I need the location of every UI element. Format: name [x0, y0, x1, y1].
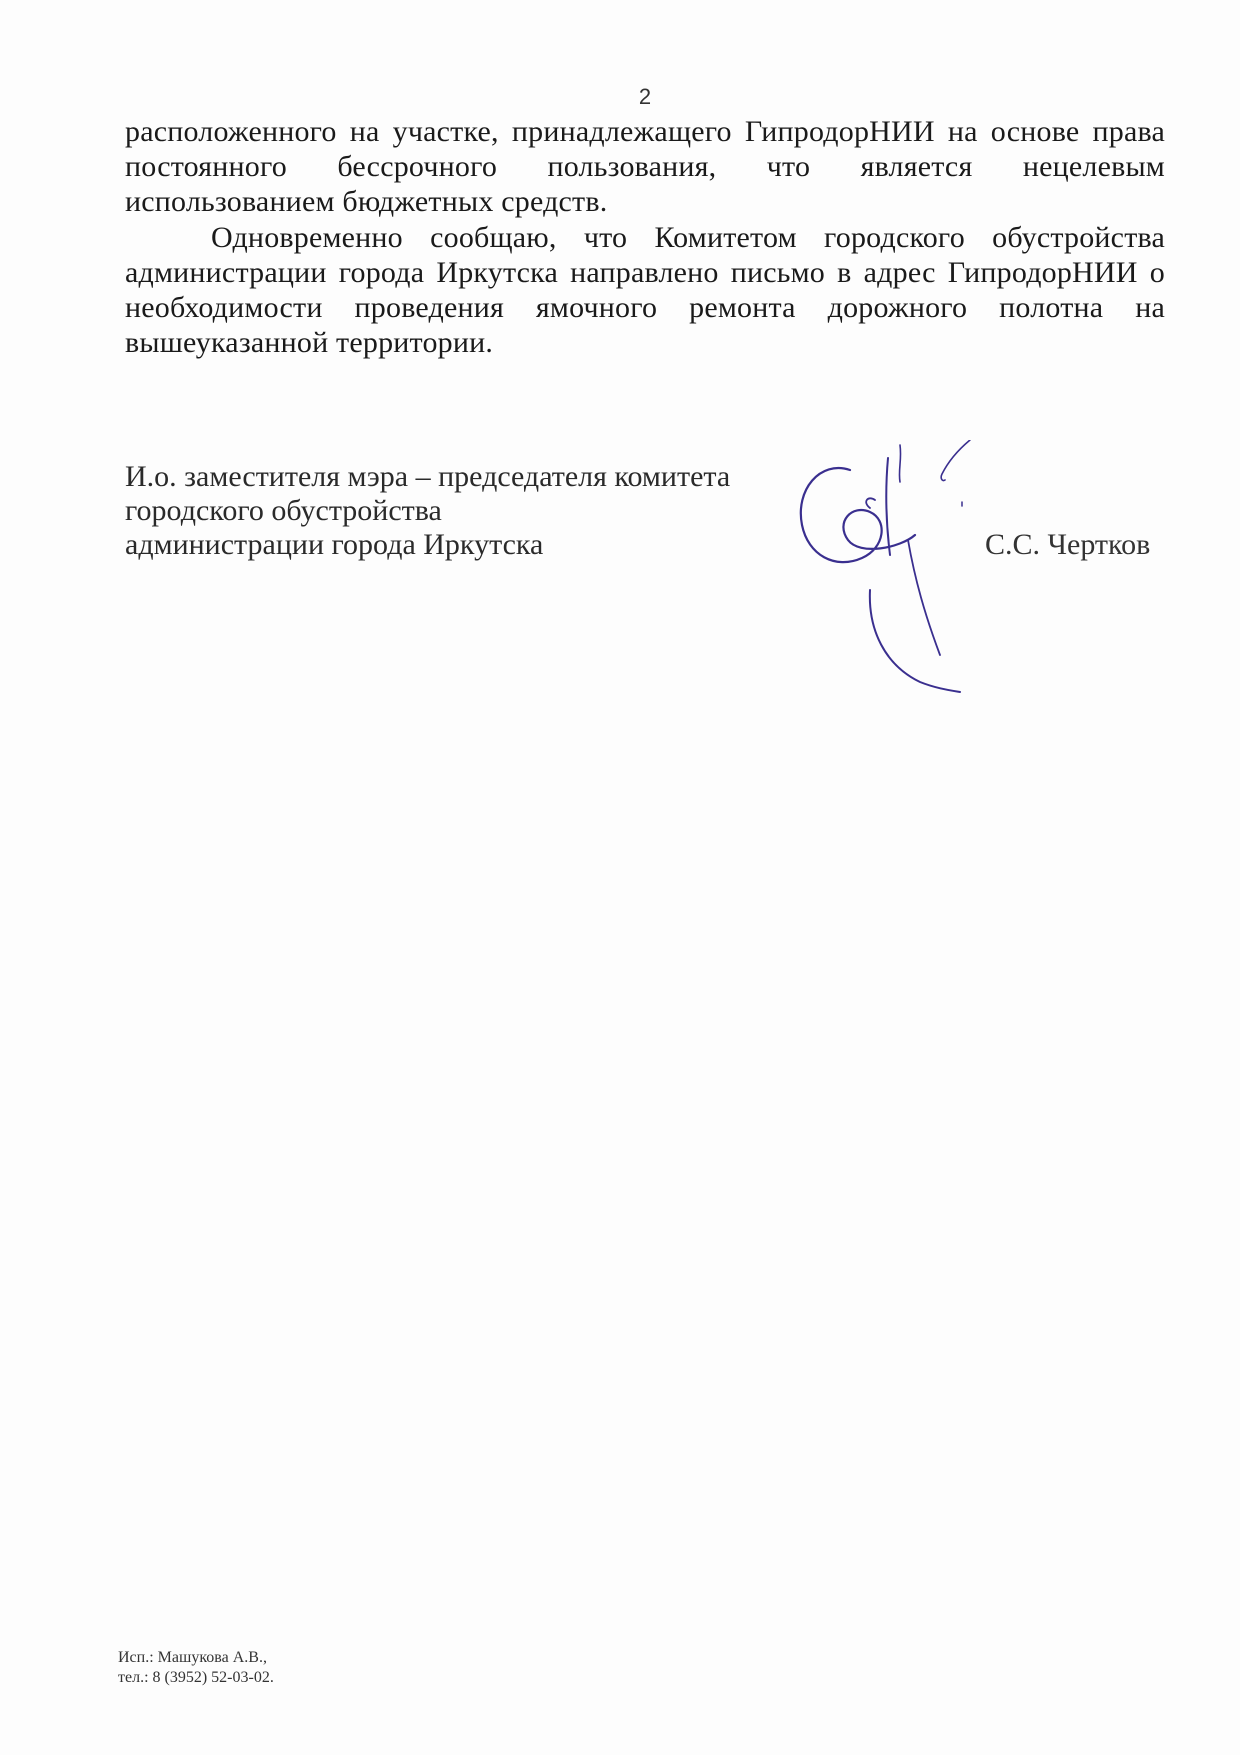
letter-body [125, 114, 1165, 360]
signer-title-line-3: администрации города Иркутска [125, 528, 544, 561]
paragraph-2: Одновременно сообщаю, что Комитетом городского обустройства администрации города Иркутска направлено письмо в адрес ГипродорНИИ о необходимости проведения ямочного ремонта дорожного полотна на вышеуказанной территории. [125, 221, 1165, 359]
signer-title-line-2: городского обустройства [125, 494, 442, 527]
executor-name: Исп.: Машукова А.В., [118, 1649, 267, 1666]
executor-phone: тел.: 8 (3952) 52-03-02. [118, 1669, 274, 1686]
page-number: 2 [638, 84, 652, 109]
executor-info [118, 1648, 274, 1688]
signer-title [125, 460, 730, 562]
handwritten-signature [790, 440, 1030, 710]
signer-title-line-1: И.о. заместителя мэра – председателя комитета [125, 460, 731, 493]
signer-name: С.С. Чертков [985, 528, 1151, 561]
paragraph-1: расположенного на участке, принадлежащего ГипродорНИИ на основе права постоянного бессрочного пользования, что является нецелевым использованием бюджетных средств. [125, 115, 1165, 218]
